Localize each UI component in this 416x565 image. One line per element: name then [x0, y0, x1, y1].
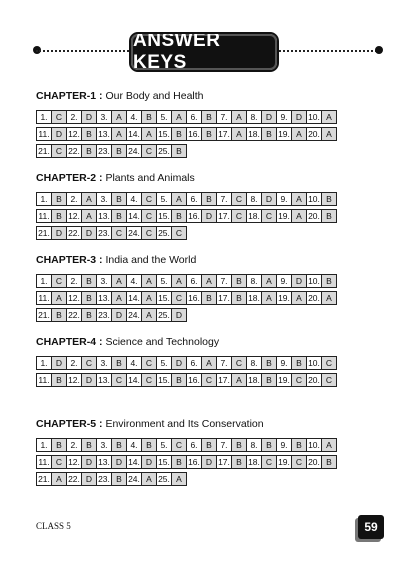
- answer-letter: A: [51, 472, 67, 486]
- question-number: 11.: [36, 291, 52, 305]
- answer-letter: A: [321, 110, 337, 124]
- answer-letter: B: [51, 373, 67, 387]
- answer-letter: C: [81, 356, 97, 370]
- chapter-name: Environment and Its Conservation: [105, 418, 264, 430]
- answer-letter: D: [51, 226, 67, 240]
- answer-letter: A: [261, 274, 277, 288]
- answer-letter: B: [81, 308, 97, 322]
- answer-row: [36, 110, 336, 124]
- question-number: 3.: [96, 356, 112, 370]
- question-number: 10.: [306, 192, 322, 206]
- question-number: 1.: [36, 274, 52, 288]
- question-number: 17.: [216, 291, 232, 305]
- answer-letter: C: [111, 373, 127, 387]
- question-number: 21.: [36, 144, 52, 158]
- question-number: 17.: [216, 455, 232, 469]
- answer-letter: B: [141, 110, 157, 124]
- answer-letter: A: [291, 291, 307, 305]
- chapter-label: CHAPTER-2: [36, 172, 97, 184]
- answer-letter: A: [81, 209, 97, 223]
- answer-letter: A: [141, 291, 157, 305]
- question-number: 8.: [246, 110, 262, 124]
- answer-letter: D: [291, 110, 307, 124]
- answer-letter: C: [291, 455, 307, 469]
- answer-letter: A: [231, 373, 247, 387]
- answer-letter: C: [231, 192, 247, 206]
- chapter-name: Our Body and Health: [105, 90, 204, 102]
- question-number: 25.: [156, 226, 172, 240]
- answer-letter: D: [81, 110, 97, 124]
- question-number: 15.: [156, 209, 172, 223]
- answer-letter: B: [321, 209, 337, 223]
- question-number: 14.: [126, 291, 142, 305]
- answer-letter: C: [111, 226, 127, 240]
- page-number: 59: [358, 515, 384, 539]
- question-number: 6.: [186, 274, 202, 288]
- question-number: 15.: [156, 291, 172, 305]
- question-number: 2.: [66, 438, 82, 452]
- question-number: 11.: [36, 209, 52, 223]
- answer-letter: D: [51, 127, 67, 141]
- question-number: 18.: [246, 455, 262, 469]
- answer-letter: A: [291, 209, 307, 223]
- answer-letter: A: [321, 438, 337, 452]
- answer-letter: C: [291, 373, 307, 387]
- answer-letter: D: [171, 356, 187, 370]
- answer-letter: B: [111, 144, 127, 158]
- answer-letter: B: [201, 438, 217, 452]
- question-number: 23.: [96, 144, 112, 158]
- question-number: 18.: [246, 291, 262, 305]
- question-number: 12.: [66, 291, 82, 305]
- question-number: 24.: [126, 308, 142, 322]
- chapter-heading: CHAPTER-2 : Plants and Animals: [36, 172, 195, 184]
- answer-letter: C: [141, 356, 157, 370]
- answer-letter: B: [321, 455, 337, 469]
- question-number: 22.: [66, 144, 82, 158]
- question-number: 16.: [186, 373, 202, 387]
- question-number: 7.: [216, 110, 232, 124]
- answer-letter: C: [141, 209, 157, 223]
- question-number: 9.: [276, 274, 292, 288]
- question-number: 19.: [276, 291, 292, 305]
- answer-letter: D: [81, 455, 97, 469]
- answer-grid: [36, 356, 336, 387]
- question-number: 22.: [66, 308, 82, 322]
- question-number: 2.: [66, 356, 82, 370]
- answer-grid: [36, 110, 336, 158]
- answer-letter: B: [171, 373, 187, 387]
- answer-letter: A: [231, 127, 247, 141]
- answer-letter: C: [51, 144, 67, 158]
- answer-letter: B: [261, 356, 277, 370]
- question-number: 17.: [216, 127, 232, 141]
- answer-letter: B: [231, 455, 247, 469]
- answer-letter: D: [201, 209, 217, 223]
- question-number: 10.: [306, 438, 322, 452]
- answer-row: [36, 192, 336, 206]
- answer-letter: B: [111, 438, 127, 452]
- question-number: 8.: [246, 274, 262, 288]
- question-number: 4.: [126, 110, 142, 124]
- question-number: 16.: [186, 291, 202, 305]
- answer-letter: D: [201, 455, 217, 469]
- chapter-label: CHAPTER-4: [36, 336, 97, 348]
- answer-letter: B: [261, 127, 277, 141]
- answer-row: [36, 455, 336, 469]
- question-number: 5.: [156, 438, 172, 452]
- answer-letter: B: [141, 438, 157, 452]
- question-number: 1.: [36, 192, 52, 206]
- answer-letter: A: [321, 127, 337, 141]
- answer-letter: A: [111, 291, 127, 305]
- answer-letter: B: [231, 438, 247, 452]
- question-number: 25.: [156, 472, 172, 486]
- question-number: 9.: [276, 438, 292, 452]
- answer-letter: B: [261, 438, 277, 452]
- question-number: 3.: [96, 438, 112, 452]
- answer-letter: B: [171, 127, 187, 141]
- chapter-heading: CHAPTER-5 : Environment and Its Conservation: [36, 418, 264, 430]
- question-number: 3.: [96, 110, 112, 124]
- answer-letter: B: [81, 144, 97, 158]
- question-number: 14.: [126, 455, 142, 469]
- chapter-label: CHAPTER-3: [36, 254, 97, 266]
- answer-letter: C: [261, 455, 277, 469]
- question-number: 8.: [246, 438, 262, 452]
- question-number: 24.: [126, 226, 142, 240]
- chapter-label: CHAPTER-1: [36, 90, 97, 102]
- question-number: 23.: [96, 308, 112, 322]
- answer-letter: A: [291, 127, 307, 141]
- question-number: 10.: [306, 356, 322, 370]
- answer-letter: C: [51, 274, 67, 288]
- question-number: 9.: [276, 356, 292, 370]
- chapter-name: Science and Technology: [105, 336, 220, 348]
- question-number: 9.: [276, 192, 292, 206]
- question-number: 21.: [36, 472, 52, 486]
- question-number: 19.: [276, 127, 292, 141]
- question-number: 3.: [96, 192, 112, 206]
- answer-row: [36, 127, 336, 141]
- question-number: 3.: [96, 274, 112, 288]
- answer-letter: D: [81, 226, 97, 240]
- answer-letter: B: [321, 274, 337, 288]
- question-number: 15.: [156, 127, 172, 141]
- question-number: 9.: [276, 110, 292, 124]
- question-number: 11.: [36, 373, 52, 387]
- answer-letter: C: [321, 356, 337, 370]
- question-number: 4.: [126, 192, 142, 206]
- answer-letter: B: [291, 356, 307, 370]
- chapter-heading: CHAPTER-4 : Science and Technology: [36, 336, 220, 348]
- answer-letter: B: [81, 291, 97, 305]
- answer-letter: A: [171, 110, 187, 124]
- answer-letter: B: [201, 127, 217, 141]
- answer-letter: D: [81, 373, 97, 387]
- question-number: 4.: [126, 438, 142, 452]
- question-number: 19.: [276, 455, 292, 469]
- answer-letter: C: [51, 110, 67, 124]
- answer-letter: B: [81, 438, 97, 452]
- answer-letter: C: [141, 373, 157, 387]
- question-number: 13.: [96, 291, 112, 305]
- answer-letter: A: [141, 308, 157, 322]
- question-number: 25.: [156, 308, 172, 322]
- answer-letter: D: [111, 455, 127, 469]
- question-number: 25.: [156, 144, 172, 158]
- question-number: 21.: [36, 226, 52, 240]
- answer-letter: B: [111, 192, 127, 206]
- answer-row: [36, 274, 336, 288]
- question-number: 18.: [246, 209, 262, 223]
- answer-letter: C: [231, 209, 247, 223]
- answer-letter: C: [231, 356, 247, 370]
- question-number: 18.: [246, 373, 262, 387]
- question-number: 15.: [156, 455, 172, 469]
- answer-letter: C: [141, 144, 157, 158]
- question-number: 10.: [306, 274, 322, 288]
- answer-letter: B: [231, 274, 247, 288]
- question-number: 11.: [36, 127, 52, 141]
- answer-letter: C: [171, 291, 187, 305]
- question-number: 22.: [66, 226, 82, 240]
- answer-letter: A: [201, 356, 217, 370]
- question-number: 7.: [216, 356, 232, 370]
- question-number: 2.: [66, 192, 82, 206]
- answer-letter: C: [261, 209, 277, 223]
- question-number: 13.: [96, 455, 112, 469]
- question-number: 22.: [66, 472, 82, 486]
- answer-row: [36, 144, 336, 158]
- question-number: 5.: [156, 110, 172, 124]
- answer-letter: C: [321, 373, 337, 387]
- answer-letter: B: [111, 472, 127, 486]
- answer-letter: B: [171, 144, 187, 158]
- question-number: 23.: [96, 226, 112, 240]
- title-rule-right-dot: [375, 46, 383, 54]
- answer-row: [36, 373, 336, 387]
- question-number: 6.: [186, 192, 202, 206]
- answer-letter: B: [51, 192, 67, 206]
- question-number: 16.: [186, 209, 202, 223]
- answer-letter: B: [51, 308, 67, 322]
- answer-letter: B: [51, 209, 67, 223]
- answer-letter: B: [111, 356, 127, 370]
- answer-letter: D: [51, 356, 67, 370]
- question-number: 20.: [306, 373, 322, 387]
- question-number: 14.: [126, 373, 142, 387]
- answer-letter: B: [231, 291, 247, 305]
- answer-grid: [36, 438, 336, 486]
- question-number: 1.: [36, 110, 52, 124]
- question-number: 20.: [306, 127, 322, 141]
- question-number: 7.: [216, 192, 232, 206]
- answer-letter: A: [261, 291, 277, 305]
- chapter-4-section: [36, 336, 336, 390]
- question-number: 12.: [66, 127, 82, 141]
- question-number: 21.: [36, 308, 52, 322]
- answer-letter: A: [111, 274, 127, 288]
- question-number: 13.: [96, 127, 112, 141]
- question-number: 2.: [66, 274, 82, 288]
- answer-letter: A: [111, 127, 127, 141]
- question-number: 11.: [36, 455, 52, 469]
- answer-letter: A: [171, 274, 187, 288]
- question-number: 1.: [36, 356, 52, 370]
- question-number: 6.: [186, 438, 202, 452]
- answer-row: [36, 226, 336, 240]
- chapter-2-section: [36, 172, 336, 243]
- question-number: 20.: [306, 455, 322, 469]
- chapter-heading: CHAPTER-3 : India and the World: [36, 254, 197, 266]
- answer-letter: B: [81, 274, 97, 288]
- question-number: 19.: [276, 373, 292, 387]
- question-number: 4.: [126, 274, 142, 288]
- answer-letter: A: [111, 110, 127, 124]
- answer-grid: [36, 192, 336, 240]
- chapter-name: Plants and Animals: [105, 172, 195, 184]
- question-number: 20.: [306, 209, 322, 223]
- question-number: 12.: [66, 455, 82, 469]
- answer-letter: A: [81, 192, 97, 206]
- answer-letter: A: [321, 291, 337, 305]
- answer-row: [36, 356, 336, 370]
- question-number: 2.: [66, 110, 82, 124]
- question-number: 17.: [216, 209, 232, 223]
- question-number: 7.: [216, 438, 232, 452]
- question-number: 10.: [306, 110, 322, 124]
- chapter-5-section: [36, 418, 336, 489]
- question-number: 15.: [156, 373, 172, 387]
- question-number: 17.: [216, 373, 232, 387]
- question-number: 19.: [276, 209, 292, 223]
- question-number: 20.: [306, 291, 322, 305]
- answer-letter: B: [171, 455, 187, 469]
- answer-grid: [36, 274, 336, 322]
- answer-letter: D: [291, 274, 307, 288]
- question-number: 5.: [156, 192, 172, 206]
- question-number: 4.: [126, 356, 142, 370]
- chapter-3-section: [36, 254, 336, 325]
- answer-letter: B: [81, 127, 97, 141]
- answer-letter: D: [81, 472, 97, 486]
- answer-letter: B: [321, 192, 337, 206]
- question-number: 24.: [126, 144, 142, 158]
- question-number: 13.: [96, 209, 112, 223]
- question-number: 14.: [126, 209, 142, 223]
- answer-row: [36, 209, 336, 223]
- question-number: 18.: [246, 127, 262, 141]
- answer-letter: C: [51, 455, 67, 469]
- question-number: 16.: [186, 127, 202, 141]
- question-number: 5.: [156, 356, 172, 370]
- answer-row: [36, 472, 336, 486]
- answer-letter: D: [261, 110, 277, 124]
- answer-letter: A: [171, 472, 187, 486]
- question-number: 1.: [36, 438, 52, 452]
- answer-letter: D: [261, 192, 277, 206]
- answer-letter: C: [141, 226, 157, 240]
- answer-letter: A: [141, 127, 157, 141]
- answer-letter: A: [141, 274, 157, 288]
- answer-letter: D: [111, 308, 127, 322]
- answer-letter: B: [201, 291, 217, 305]
- question-number: 8.: [246, 356, 262, 370]
- answer-row: [36, 438, 336, 452]
- answer-letter: B: [261, 373, 277, 387]
- question-number: 14.: [126, 127, 142, 141]
- question-number: 12.: [66, 209, 82, 223]
- question-number: 6.: [186, 110, 202, 124]
- answer-letter: A: [231, 110, 247, 124]
- answer-letter: C: [201, 373, 217, 387]
- answer-letter: B: [171, 209, 187, 223]
- answer-letter: B: [201, 192, 217, 206]
- answer-letter: A: [291, 192, 307, 206]
- chapter-1-section: [36, 90, 336, 161]
- answer-letter: A: [171, 192, 187, 206]
- answer-letter: D: [141, 455, 157, 469]
- answer-row: [36, 308, 336, 322]
- question-number: 16.: [186, 455, 202, 469]
- answer-letter: A: [201, 274, 217, 288]
- chapter-label: CHAPTER-5: [36, 418, 97, 430]
- answer-letter: D: [171, 308, 187, 322]
- class-label: CLASS 5: [36, 521, 71, 531]
- answer-letter: A: [141, 472, 157, 486]
- answer-row: [36, 291, 336, 305]
- question-number: 8.: [246, 192, 262, 206]
- question-number: 6.: [186, 356, 202, 370]
- question-number: 13.: [96, 373, 112, 387]
- question-number: 23.: [96, 472, 112, 486]
- answer-letter: B: [201, 110, 217, 124]
- answer-letter: B: [51, 438, 67, 452]
- question-number: 12.: [66, 373, 82, 387]
- question-number: 7.: [216, 274, 232, 288]
- answer-letter: C: [141, 192, 157, 206]
- answer-letter: C: [171, 226, 187, 240]
- page-title: ANSWER KEYS: [131, 34, 277, 70]
- question-number: 24.: [126, 472, 142, 486]
- question-number: 5.: [156, 274, 172, 288]
- answer-letter: C: [171, 438, 187, 452]
- answer-letter: A: [51, 291, 67, 305]
- answer-letter: B: [111, 209, 127, 223]
- chapter-heading: CHAPTER-1 : Our Body and Health: [36, 90, 204, 102]
- chapter-name: India and the World: [105, 254, 197, 266]
- answer-letter: B: [291, 438, 307, 452]
